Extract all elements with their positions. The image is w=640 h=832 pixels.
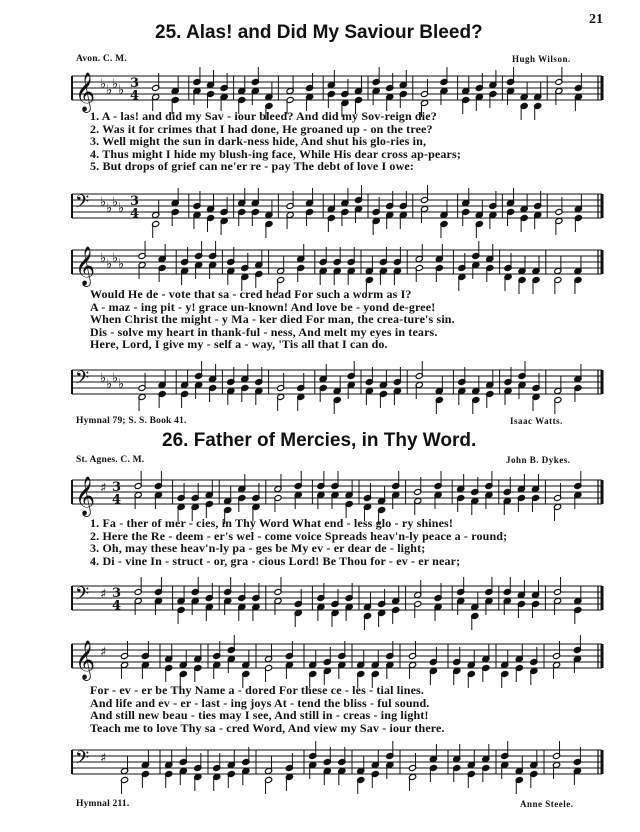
sharp-icon: ♯	[100, 645, 107, 660]
tune-name: St. Agnes. C. M.	[76, 455, 145, 465]
flat-icon: ♭	[106, 377, 113, 392]
footer-reference: Hymnal 79; S. S. Book 41.	[76, 416, 187, 426]
flat-icon: ♭	[118, 83, 125, 98]
bass-staff	[66, 578, 606, 618]
bass-clef-icon: 𝄢	[75, 192, 90, 217]
bass-staff	[66, 362, 606, 402]
treble-clef-icon: 𝄞	[75, 246, 96, 286]
page-number: 21	[589, 12, 603, 27]
treble-staff	[66, 472, 606, 516]
lyric-line: For - ev - er be Thy Name a - dored For these ce - les - tial lines.	[90, 683, 425, 697]
verse-block	[90, 684, 590, 734]
bass-staff	[66, 742, 606, 782]
flat-icon: ♭	[112, 251, 119, 266]
flat-icon: ♭	[100, 251, 107, 266]
time-signature: 4	[112, 492, 122, 508]
verse-block	[90, 288, 590, 351]
treble-staff	[66, 636, 606, 680]
lyric-line: 3. Oh, may these heav'n-ly pa - ges be My ev - er dear de - light;	[90, 541, 426, 556]
time-signature: 4	[112, 598, 122, 614]
lyric-line: And still new beau - ties may I see, And still in - creas - ing light!	[90, 708, 429, 723]
footer-reference: Hymnal 211.	[76, 799, 130, 809]
lyric-line: When Christ the might - y Ma - ker died For man, the crea-ture's sin.	[90, 312, 455, 327]
bass-clef-icon: 𝄢	[75, 368, 90, 393]
flat-icon: ♭	[118, 257, 125, 272]
lyric-line: 1. A - las! and did my Sav - iour bleed? And did my Sov-reign die?	[90, 109, 437, 123]
treble-clef-icon: 𝄞	[75, 72, 96, 112]
author: Isaac Watts.	[510, 416, 563, 426]
lyric-line: And life and ev - er - last - ing joys At - tend the bliss - ful sound.	[90, 695, 430, 710]
treble-clef-icon: 𝄞	[75, 640, 96, 680]
flat-icon: ♭	[112, 195, 119, 210]
treble-clef-icon: 𝄞	[75, 476, 96, 516]
time-signature: 4	[130, 88, 140, 104]
flat-icon: ♭	[118, 377, 125, 392]
sharp-icon: ♯	[100, 587, 107, 602]
bass-clef-icon: 𝄢	[75, 584, 90, 609]
lyric-line: 4. Di - vine In - struct - or, gra - cious Lord! Be Thou for - ev - er near;	[90, 553, 461, 568]
time-signature: 3	[112, 479, 122, 495]
lyric-line: 3. Well might the sun in dark-ness hide, And shut his glo-ries in,	[90, 134, 427, 149]
tune-name: Avon. C. M.	[76, 54, 127, 64]
sharp-icon: ♯	[100, 481, 107, 496]
staff-lines	[72, 194, 602, 218]
lyric-line: 5. But drops of grief can ne'er re - pay The debt of love I owe:	[90, 159, 415, 174]
composer: Hugh Wilson.	[512, 54, 571, 64]
flat-icon: ♭	[100, 371, 107, 386]
lyric-line: 2. Here the Re - deem - er's wel - come voice Spreads heav'n-ly peace a - round;	[90, 528, 508, 543]
lyric-line: A - maz - ing pit - y! grace un-known! And love be - yond de-gree!	[90, 299, 436, 314]
sharp-icon: ♯	[100, 751, 107, 766]
flat-icon: ♭	[118, 201, 125, 216]
flat-icon: ♭	[106, 201, 113, 216]
flat-icon: ♭	[112, 371, 119, 386]
treble-staff	[66, 242, 606, 286]
lyric-line: Dis - solve my heart in thank-ful - ness, And melt my eyes in tears.	[90, 324, 438, 339]
hymn-title: 25. Alas! and Did My Saviour Bleed?	[155, 22, 483, 43]
lyric-line: Teach me to love Thy sa - cred Word, And view my Sav - iour there.	[90, 720, 445, 735]
time-signature: 3	[130, 193, 140, 209]
bass-staff	[66, 186, 606, 226]
flat-icon: ♭	[112, 77, 119, 92]
author: Anne Steele.	[520, 799, 574, 809]
time-signature: 3	[130, 75, 140, 91]
flat-icon: ♭	[106, 83, 113, 98]
lyric-line: Here, Lord, I give my - self a - way, 'Tis all that I can do.	[90, 337, 388, 352]
time-signature: 3	[112, 585, 122, 601]
lyric-line: 2. Was it for crimes that I had done, He groaned up - on the tree?	[90, 121, 433, 136]
verse-block	[90, 517, 590, 567]
composer: John B. Dykes.	[506, 455, 571, 465]
lyric-line: 4. Thus might I hide my blush-ing face, While His dear cross ap-pears;	[90, 146, 461, 161]
flat-icon: ♭	[100, 195, 107, 210]
verse-block	[90, 110, 590, 173]
treble-staff	[66, 68, 606, 112]
flat-icon: ♭	[106, 257, 113, 272]
lyric-line: Would He de - vote that sa - cred head For such a worm as I?	[90, 287, 412, 301]
time-signature: 4	[130, 206, 140, 222]
lyric-line: 1. Fa - ther of mer - cies, in Thy Word What end - less glo - ry shines!	[90, 516, 454, 530]
hymn-title: 26. Father of Mercies, in Thy Word.	[162, 430, 477, 451]
bass-clef-icon: 𝄢	[75, 748, 90, 773]
flat-icon: ♭	[100, 77, 107, 92]
